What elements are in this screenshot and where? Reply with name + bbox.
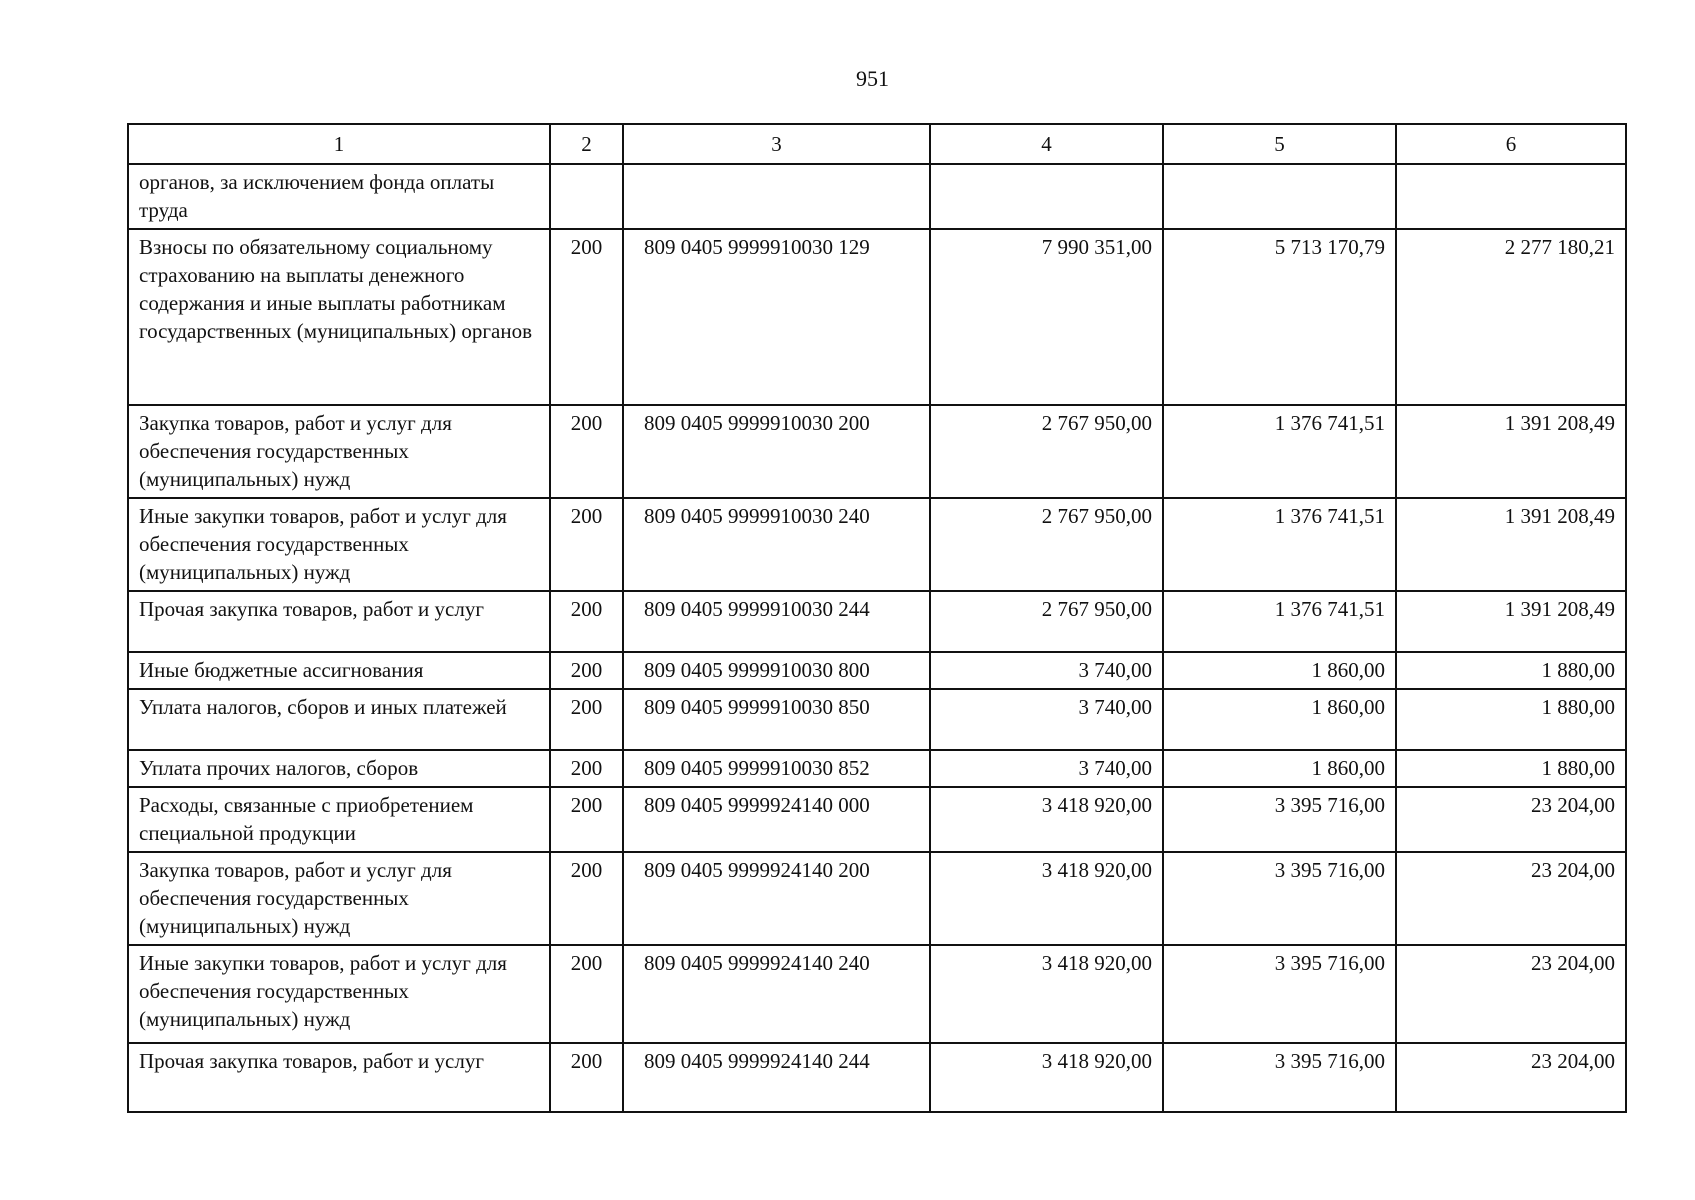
table-row xyxy=(128,689,1626,750)
row-name-cell: Иные закупки товаров, работ и услуг для обеспечения государственных (муниципальных) нужд xyxy=(128,498,550,591)
row-name-cell: Прочая закупка товаров, работ и услуг xyxy=(128,1043,550,1112)
row-name-cell: Уплата налогов, сборов и иных платежей xyxy=(128,689,550,750)
row-unexecuted-amount-cell: 23 204,00 xyxy=(1396,945,1626,1043)
page-number: 951 xyxy=(856,66,889,91)
header-cell-4: 4 xyxy=(930,124,1163,164)
table-body xyxy=(128,124,1626,1112)
row-line-code-cell: 200 xyxy=(550,229,623,405)
row-name-cell: Уплата прочих налогов, сборов xyxy=(128,750,550,787)
row-executed-amount-cell: 1 860,00 xyxy=(1163,652,1396,689)
header-cell-3: 3 xyxy=(623,124,930,164)
row-name-cell: Закупка товаров, работ и услуг для обеспечения государственных (муниципальных) нужд xyxy=(128,852,550,945)
row-name-cell: органов, за исключением фонда оплаты труда xyxy=(128,164,550,229)
row-budget-code-cell: 809 0405 9999910030 244 xyxy=(623,591,930,652)
row-name-cell: Иные бюджетные ассигнования xyxy=(128,652,550,689)
row-executed-amount-cell: 1 376 741,51 xyxy=(1163,591,1396,652)
row-executed-amount-cell: 1 860,00 xyxy=(1163,750,1396,787)
row-approved-amount-cell: 2 767 950,00 xyxy=(930,591,1163,652)
row-budget-code-cell: 809 0405 9999910030 200 xyxy=(623,405,930,498)
header-cell-6: 6 xyxy=(1396,124,1626,164)
table-header-row xyxy=(128,124,1626,164)
table-row xyxy=(128,229,1626,405)
table-row xyxy=(128,164,1626,229)
table-row xyxy=(128,787,1626,852)
row-name-cell: Прочая закупка товаров, работ и услуг xyxy=(128,591,550,652)
row-line-code-cell: 200 xyxy=(550,689,623,750)
row-unexecuted-amount-cell: 1 880,00 xyxy=(1396,652,1626,689)
row-line-code-cell: 200 xyxy=(550,852,623,945)
row-budget-code-cell: 809 0405 9999924140 240 xyxy=(623,945,930,1043)
row-approved-amount-cell: 3 740,00 xyxy=(930,750,1163,787)
table-row xyxy=(128,591,1626,652)
row-executed-amount-cell: 1 860,00 xyxy=(1163,689,1396,750)
row-line-code-cell: 200 xyxy=(550,750,623,787)
row-budget-code-cell: 809 0405 9999910030 240 xyxy=(623,498,930,591)
row-budget-code-cell: 809 0405 9999924140 000 xyxy=(623,787,930,852)
header-cell-2: 2 xyxy=(550,124,623,164)
row-unexecuted-amount-cell: 23 204,00 xyxy=(1396,852,1626,945)
row-approved-amount-cell: 3 418 920,00 xyxy=(930,787,1163,852)
row-budget-code-cell: 809 0405 9999910030 800 xyxy=(623,652,930,689)
row-approved-amount-cell: 3 740,00 xyxy=(930,689,1163,750)
row-approved-amount-cell: 3 418 920,00 xyxy=(930,852,1163,945)
row-executed-amount-cell: 3 395 716,00 xyxy=(1163,1043,1396,1112)
row-unexecuted-amount-cell: 1 391 208,49 xyxy=(1396,498,1626,591)
row-approved-amount-cell: 3 740,00 xyxy=(930,652,1163,689)
table-row xyxy=(128,405,1626,498)
row-approved-amount-cell: 2 767 950,00 xyxy=(930,405,1163,498)
row-line-code-cell xyxy=(550,164,623,229)
row-approved-amount-cell: 3 418 920,00 xyxy=(930,1043,1163,1112)
row-budget-code-cell: 809 0405 9999910030 852 xyxy=(623,750,930,787)
row-name-cell: Иные закупки товаров, работ и услуг для обеспечения государственных (муниципальных) нужд xyxy=(128,945,550,1043)
table-row xyxy=(128,498,1626,591)
row-line-code-cell: 200 xyxy=(550,591,623,652)
row-unexecuted-amount-cell: 1 391 208,49 xyxy=(1396,591,1626,652)
row-approved-amount-cell: 7 990 351,00 xyxy=(930,229,1163,405)
table-row xyxy=(128,652,1626,689)
row-budget-code-cell xyxy=(623,164,930,229)
row-unexecuted-amount-cell: 1 880,00 xyxy=(1396,750,1626,787)
row-executed-amount-cell: 1 376 741,51 xyxy=(1163,498,1396,591)
row-line-code-cell: 200 xyxy=(550,945,623,1043)
row-approved-amount-cell: 2 767 950,00 xyxy=(930,498,1163,591)
row-executed-amount-cell xyxy=(1163,164,1396,229)
row-budget-code-cell: 809 0405 9999924140 244 xyxy=(623,1043,930,1112)
row-executed-amount-cell: 3 395 716,00 xyxy=(1163,945,1396,1043)
row-unexecuted-amount-cell: 23 204,00 xyxy=(1396,1043,1626,1112)
budget-execution-table xyxy=(127,123,1627,1113)
row-approved-amount-cell xyxy=(930,164,1163,229)
row-executed-amount-cell: 3 395 716,00 xyxy=(1163,787,1396,852)
row-approved-amount-cell: 3 418 920,00 xyxy=(930,945,1163,1043)
row-unexecuted-amount-cell xyxy=(1396,164,1626,229)
row-name-cell: Взносы по обязательному социальному страхованию на выплаты денежного содержания и иные выплаты работникам государственных (муниципальных) органов xyxy=(128,229,550,405)
row-line-code-cell: 200 xyxy=(550,1043,623,1112)
table-row xyxy=(128,750,1626,787)
row-line-code-cell: 200 xyxy=(550,787,623,852)
row-executed-amount-cell: 1 376 741,51 xyxy=(1163,405,1396,498)
row-budget-code-cell: 809 0405 9999910030 129 xyxy=(623,229,930,405)
row-unexecuted-amount-cell: 23 204,00 xyxy=(1396,787,1626,852)
row-budget-code-cell: 809 0405 9999924140 200 xyxy=(623,852,930,945)
row-unexecuted-amount-cell: 2 277 180,21 xyxy=(1396,229,1626,405)
table-row xyxy=(128,1043,1626,1112)
row-name-cell: Расходы, связанные с приобретением специальной продукции xyxy=(128,787,550,852)
row-executed-amount-cell: 3 395 716,00 xyxy=(1163,852,1396,945)
table-row xyxy=(128,852,1626,945)
header-cell-1: 1 xyxy=(128,124,550,164)
row-executed-amount-cell: 5 713 170,79 xyxy=(1163,229,1396,405)
row-line-code-cell: 200 xyxy=(550,652,623,689)
row-unexecuted-amount-cell: 1 391 208,49 xyxy=(1396,405,1626,498)
row-budget-code-cell: 809 0405 9999910030 850 xyxy=(623,689,930,750)
row-line-code-cell: 200 xyxy=(550,498,623,591)
row-unexecuted-amount-cell: 1 880,00 xyxy=(1396,689,1626,750)
row-name-cell: Закупка товаров, работ и услуг для обеспечения государственных (муниципальных) нужд xyxy=(128,405,550,498)
table-row xyxy=(128,945,1626,1043)
header-cell-5: 5 xyxy=(1163,124,1396,164)
row-line-code-cell: 200 xyxy=(550,405,623,498)
